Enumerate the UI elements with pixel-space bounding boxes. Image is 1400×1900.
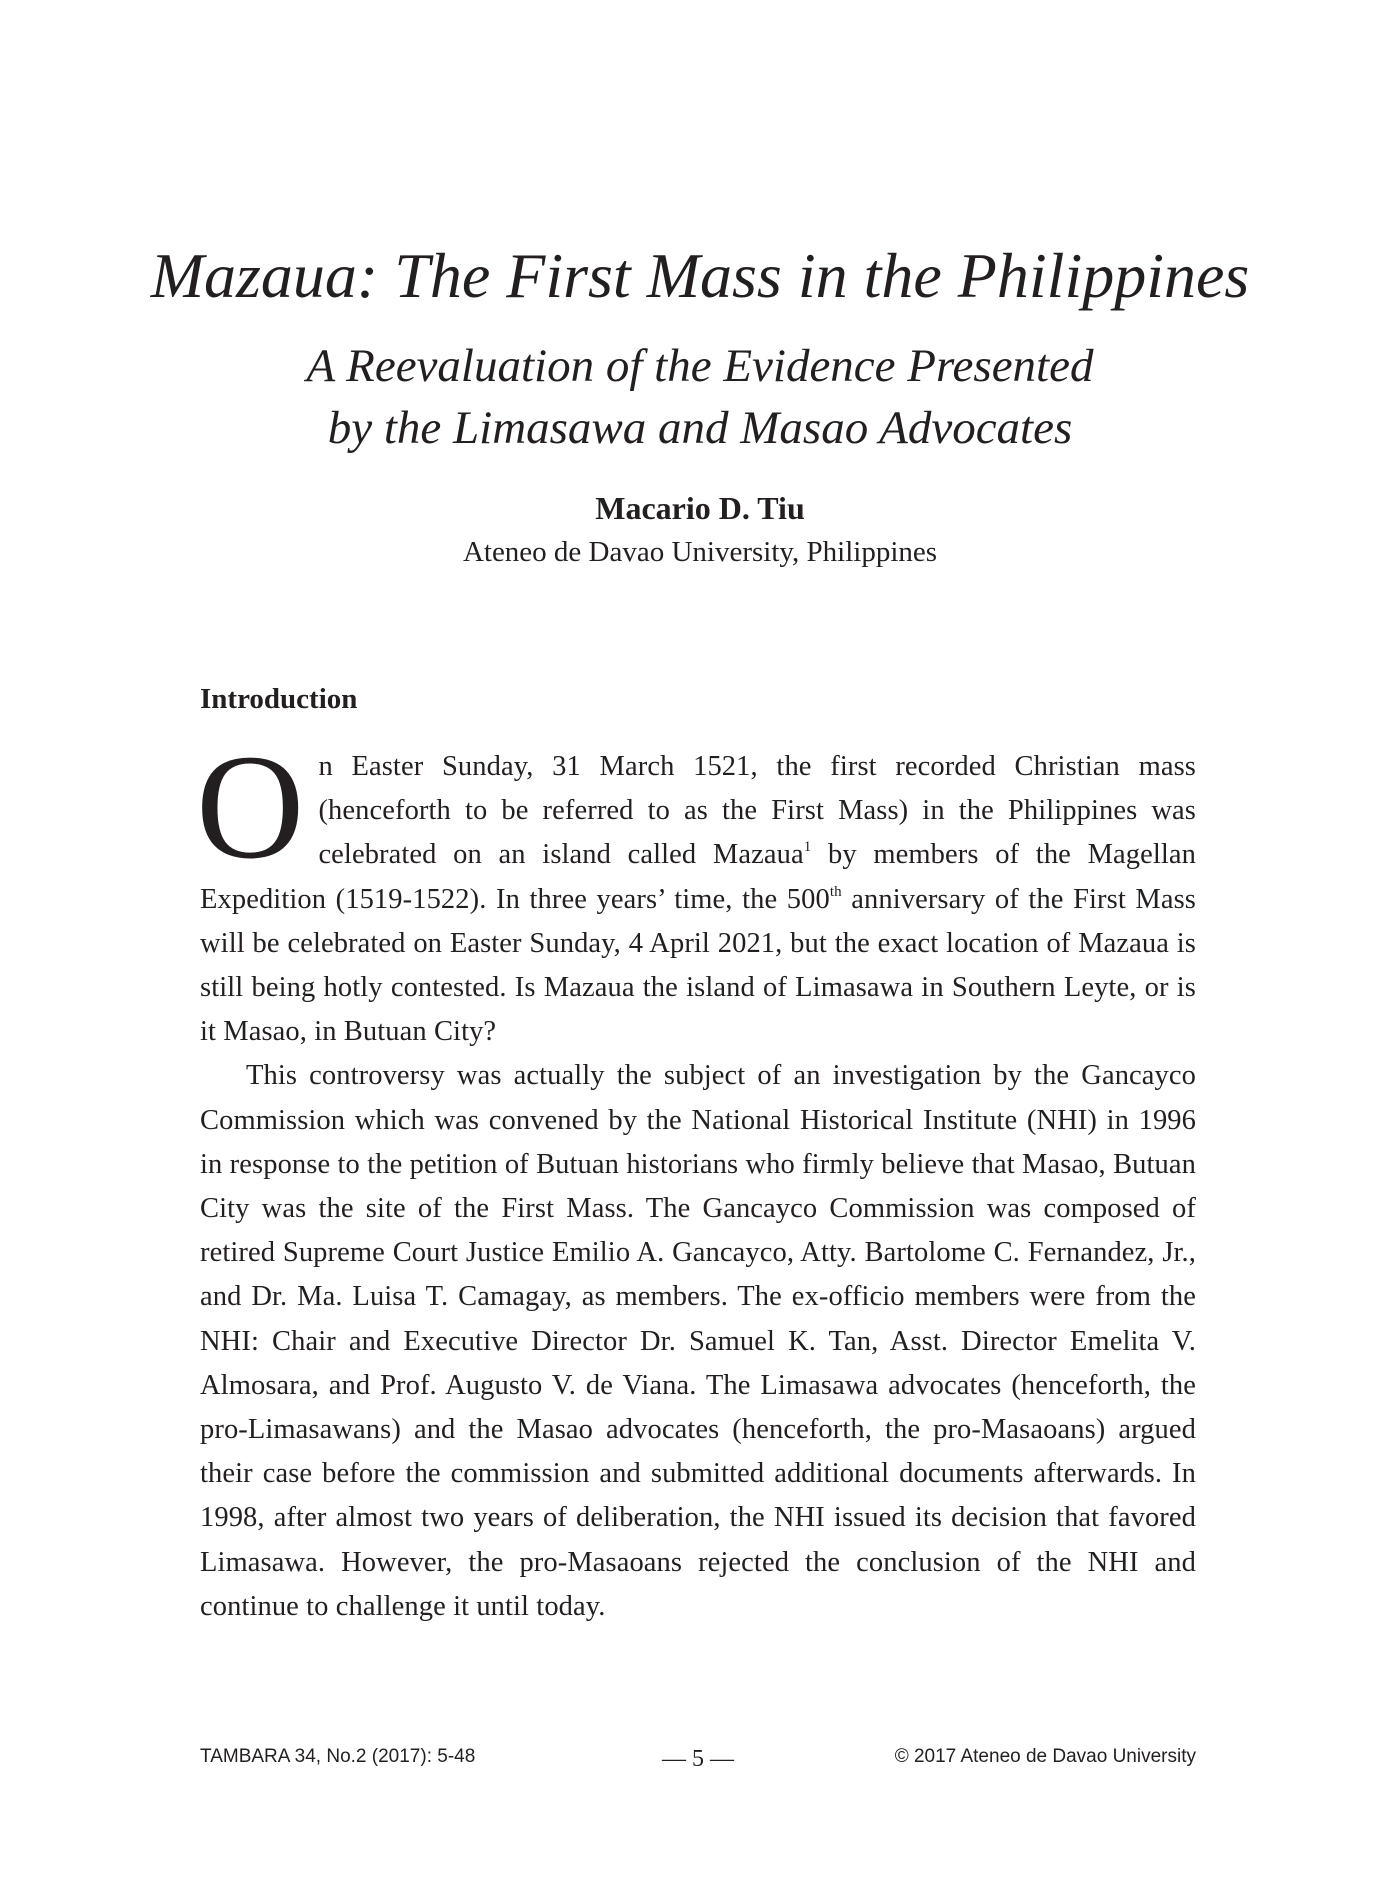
author-name: Macario D. Tiu xyxy=(595,490,805,526)
page-number: — 5 — xyxy=(662,1746,734,1772)
subtitle-line-2: by the Limasawa and Masao Advocates xyxy=(327,402,1073,454)
paragraph-2: This controversy was actually the subject of an investigation by the Gancayco Commission which was convened by the National Historical Institute (NHI) in 1996 in response to the petition of Butuan historians who firmly believe that Masao, Butuan City was the site of the First Mass. The Gancayco Commission was composed of retired Supreme Court Justice Emilio A. Gancayco, Atty. Bartolome C. Fernandez, Jr., and Dr. Ma. Luisa T. Camagay, as members. The ex-officio members were from the NHI: Chair and Executive Director Dr. Samuel K. Tan, Asst. Director Emelita V. Almosara, and Prof. Augusto V. de Viana. The Limasawa advocates (henceforth, the pro-Limasawans) and the Masao advocates (henceforth, the pro-Masaoans) argued their case before the commission and submitted additional documents afterwards. In 1998, after almost two years of deliberation, the NHI issued its decision that favored Limasawa. However, the pro-Masaoans rejected the conclusion of the NHI and continue to challenge it until today. xyxy=(200,1060,1196,1622)
section-heading: Introduction xyxy=(200,683,358,715)
paragraph-1-text-c: anniversary of the First Mass will be celebrated on Easter Sunday, 4 April 2021, but the exact location of Mazaua is still being hotly contested. Is Mazaua the island of Limasawa in Southern Leyte, or is it Masao, in Butuan City? xyxy=(200,883,1196,1048)
article-body xyxy=(196,724,1197,1629)
paragraph-1 xyxy=(196,724,1197,1054)
article-title: Mazaua: The First Mass in the Philippines xyxy=(150,240,1250,311)
paragraph-1-text-b: by members of the Magellan Expedition (1519-1522). In three years’ time, the 500 xyxy=(200,839,1197,915)
drop-cap: O xyxy=(196,724,305,890)
ordinal-suffix: th xyxy=(829,883,842,900)
article-subtitle xyxy=(0,335,1400,459)
copyright-notice: © 2017 Ateneo de Davao University xyxy=(894,1746,1196,1767)
author-affiliation: Ateneo de Davao University, Philippines xyxy=(462,536,938,568)
subtitle-line-1: A Reevaluation of the Evidence Presented xyxy=(306,340,1094,392)
journal-citation: TAMBARA 34, No.2 (2017): 5-48 xyxy=(200,1746,476,1767)
paragraph-1-text-a: n Easter Sunday, 31 March 1521, the first recorded Christian mass (henceforth to be referred to as the First Mass) in the Philippines was celebrated on an island called Mazaua xyxy=(318,751,1196,871)
footnote-ref[interactable]: 1 xyxy=(803,839,812,856)
page-footer xyxy=(200,1737,1196,1777)
